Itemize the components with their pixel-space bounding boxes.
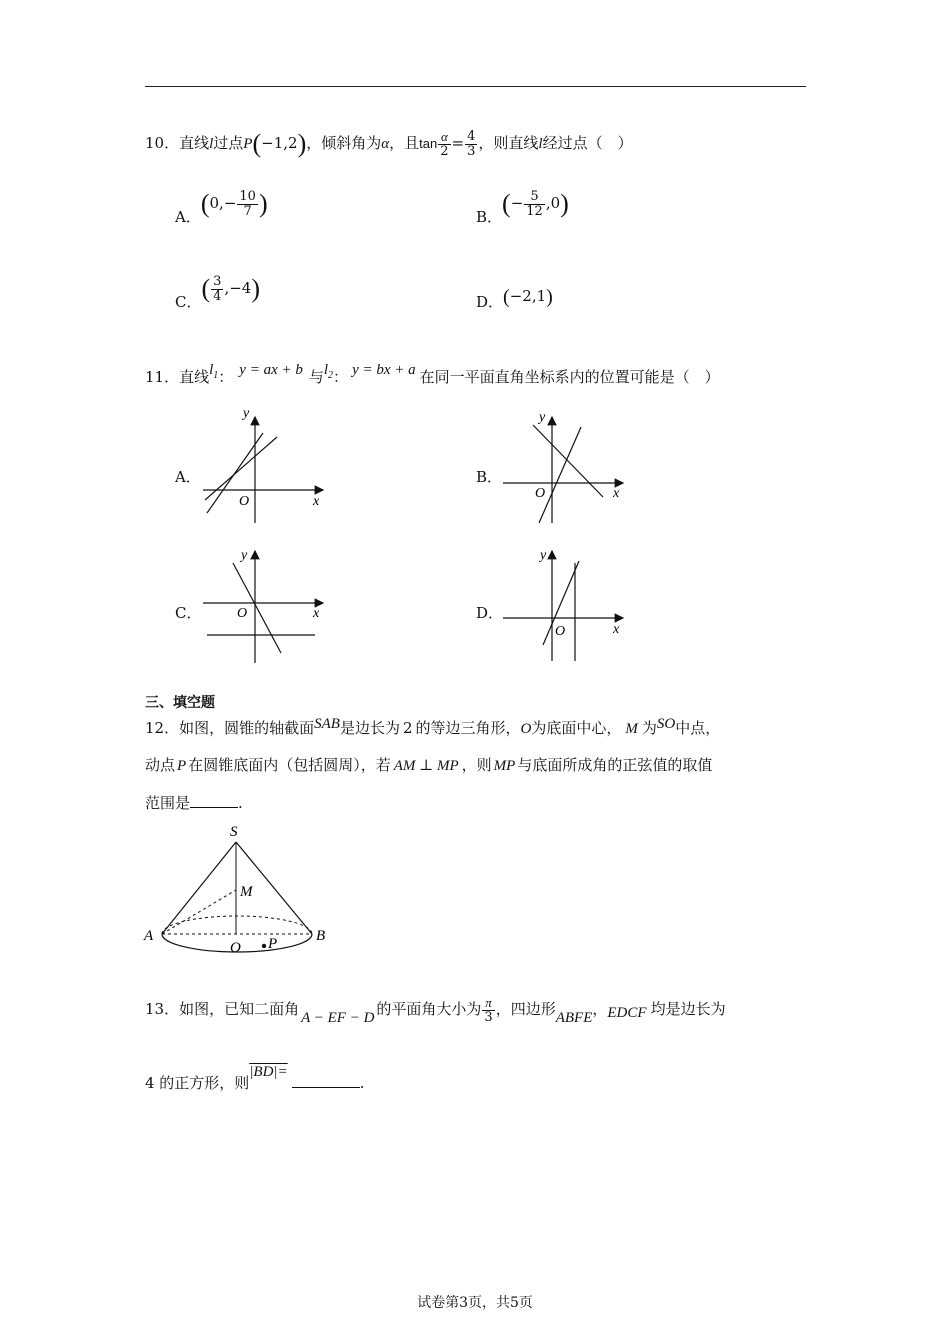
- svg-text:x: x: [313, 494, 320, 509]
- cone-figure: [140, 818, 340, 963]
- q11-option-a-label[interactable]: A．: [175, 468, 201, 486]
- svg-text:O: O: [239, 494, 250, 509]
- q10-option-c[interactable]: C．( $\frac{3}{4}$ ,−4): [175, 274, 260, 312]
- q11-option-b-label[interactable]: B．: [476, 468, 503, 486]
- section-heading-fill-in: 三、填空题: [145, 695, 215, 711]
- svg-text:O: O: [555, 624, 566, 639]
- svg-text:S: S: [230, 824, 238, 840]
- question-13-line-2: 4 的正方形，则|BD|=.: [145, 1064, 365, 1092]
- value-fraction: $\frac{4}{3}$: [467, 129, 476, 159]
- point-p: [262, 944, 266, 948]
- svg-text:O: O: [535, 486, 546, 501]
- svg-text:y: y: [243, 406, 250, 421]
- q10-option-b[interactable]: B．(− $\frac{5}{12}$ ,0): [476, 189, 569, 227]
- svg-text:y: y: [539, 410, 546, 425]
- svg-text:y: y: [241, 548, 248, 563]
- q11-option-c-label[interactable]: C．: [175, 604, 202, 622]
- svg-text:x: x: [613, 622, 620, 637]
- question-12-line-3: 范围是 .: [145, 794, 243, 812]
- pi-over-three: $\frac{\pi}{3}$: [484, 995, 493, 1025]
- answer-blank-13[interactable]: [292, 1087, 360, 1088]
- page-footer: 试卷第3页，共5页: [417, 1295, 533, 1311]
- base-back-arc: [162, 916, 312, 934]
- question-11: 11．直线$l_1$： y = ax + b 与$l_2$： y = bx + a 在同一平面直角坐标系内的位置可能是（ ）: [145, 362, 720, 386]
- q10-option-a[interactable]: A．(0,− $\frac{10}{7}$ ): [175, 189, 268, 227]
- svg-text:P: P: [268, 936, 278, 952]
- q11-graph-c: [195, 545, 335, 670]
- tan-fraction: $\frac{\alpha}{2}$: [440, 129, 449, 159]
- header-rule: [145, 86, 806, 87]
- svg-text:x: x: [313, 606, 320, 621]
- q11-graph-b: [495, 405, 635, 530]
- segment-am: [162, 890, 236, 934]
- q11-graph-a: [195, 405, 335, 530]
- question-12-line-1: 12．如图，圆锥的轴截面SAB是边长为 2 的等边三角形，O为底面中心， M 为SO中点，: [145, 716, 721, 737]
- svg-text:x: x: [613, 486, 620, 501]
- q11-option-d-label[interactable]: D．: [476, 604, 504, 622]
- question-10: 10．直线l过点P(−1,2)，倾斜角为α，且tan $\frac{\alpha}{2}$ = $\frac{4}{3}$ ，则直线l经过点（ ）: [145, 129, 633, 159]
- svg-text:y: y: [540, 548, 547, 563]
- q11-graph-d: [495, 545, 635, 670]
- q10-option-d[interactable]: D．(−2,1): [476, 286, 553, 311]
- svg-text:O: O: [237, 606, 248, 621]
- answer-blank-12[interactable]: [190, 807, 238, 808]
- svg-text:O: O: [230, 940, 241, 956]
- cone-edge-sa: [162, 842, 236, 934]
- question-12-line-2: 动点 P 在圆锥底面内（包括圆周），若 AM ⊥ MP ，则 MP 与底面所成角的正弦值的取值: [145, 756, 713, 774]
- svg-text:M: M: [240, 884, 253, 900]
- svg-text:A: A: [144, 928, 154, 944]
- svg-text:B: B: [316, 928, 326, 944]
- question-13-line-1: 13．如图，已知二面角 A − EF − D 的平面角大小为 $\frac{\pi}{3}$ ，四边形ABFE，EDCF 均是边长为: [145, 995, 726, 1027]
